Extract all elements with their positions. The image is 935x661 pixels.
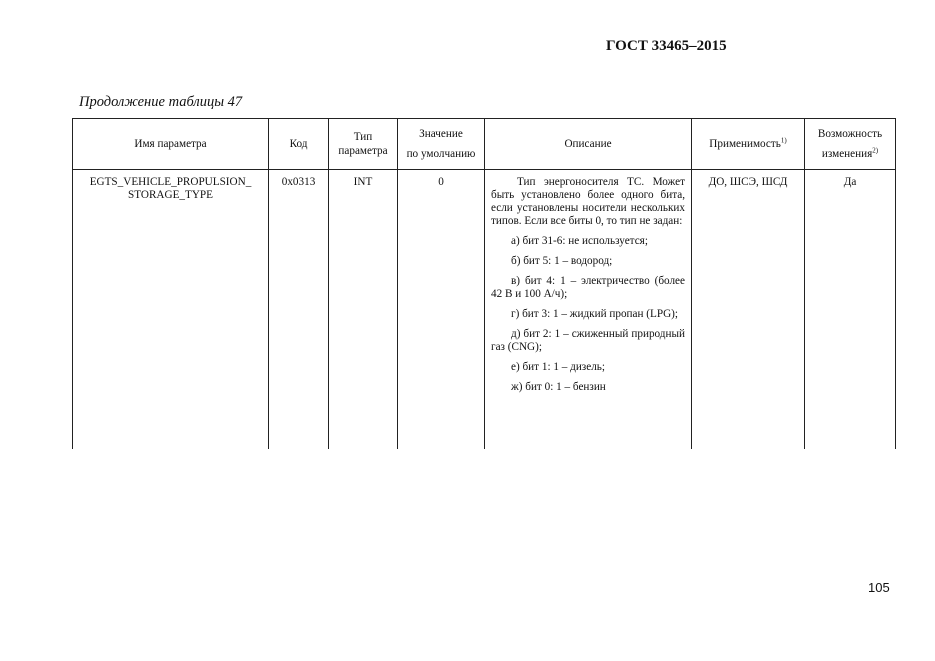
footnote-2-marker: 2) — [872, 146, 879, 155]
table-header-row — [73, 119, 896, 170]
col-header-type: Тип параметра — [329, 119, 398, 170]
param-code-cell: 0x0313 — [269, 170, 329, 450]
col-header-applicability: Применимость$^{1)}$ — [692, 119, 805, 170]
description-item: г) бит 3: 1 – жидкий пропан (LPG); — [511, 308, 678, 320]
description-intro: Тип энергоносителя ТС. Может быть установлено более одного бита, если установлены носители нескольких типов. Если все биты 0, то тип не задан: — [491, 176, 685, 227]
param-name-cell: EGTS_VEHICLE_PROPULSION_ STORAGE_TYPE — [73, 170, 269, 450]
footnote-1-marker: 1) — [780, 136, 787, 145]
param-default-cell: 0 — [398, 170, 485, 450]
col-header-default: Значение по умолчанию — [398, 119, 485, 170]
description-item: е) бит 1: 1 – дизель; — [511, 361, 605, 373]
description-item: б) бит 5: 1 – водород; — [511, 255, 613, 267]
param-type-cell: INT — [329, 170, 398, 450]
table-row — [73, 170, 896, 450]
param-applicability-cell: ДО, ШСЭ, ШСД — [692, 170, 805, 450]
param-description-cell — [485, 170, 692, 450]
col-header-code: Код — [269, 119, 329, 170]
col-header-name: Имя параметра — [73, 119, 269, 170]
description-item: а) бит 31-6: не используется; — [511, 235, 648, 247]
col-header-changeable: Возможность изменения$^{2)}$ — [805, 119, 896, 170]
standard-header: ГОСТ 33465–2015 — [606, 38, 727, 54]
parameter-table — [72, 118, 896, 449]
description-item: в) бит 4: 1 – электричество (более 42 В и 100 А/ч); — [491, 275, 685, 300]
table-caption: Продолжение таблицы 47 — [79, 94, 243, 110]
col-header-description: Описание — [485, 119, 692, 170]
page-number: 105 — [868, 580, 890, 595]
description-item: ж) бит 0: 1 – бензин — [511, 381, 606, 393]
description-item: д) бит 2: 1 – сжиженный природный газ (CNG); — [491, 328, 685, 353]
param-changeable-cell: Да — [805, 170, 896, 450]
